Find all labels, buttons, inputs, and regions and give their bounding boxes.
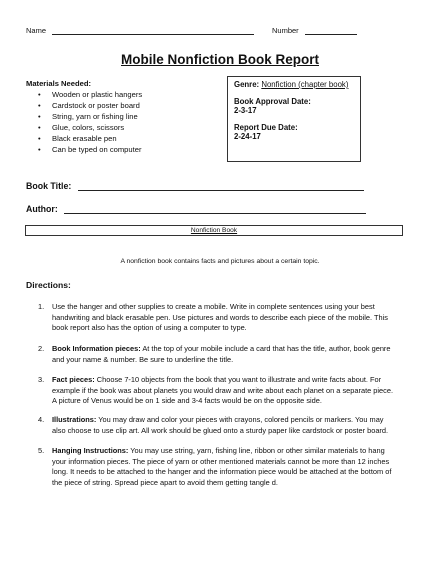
direction-text: You may use string, yarn, fishing line, ribbon or other similar materials to hang your information pieces. The piece of yarn or other mentioned materials cannot be more than 12 inches long. It needs to be attached to the hanger and the information piece would be attached at the bottom of the piece of string. Spread piece apart to avoid them getting tangle d. <box>52 446 392 487</box>
direction-text: You may draw and color your pieces with crayons, colored pencils or markers. You may also choose to use clip art. All work should be glued onto a sturdy paper like cardstock or poster board. <box>52 415 389 435</box>
direction-item <box>38 302 398 334</box>
author-blank[interactable] <box>64 213 366 214</box>
direction-number: 5. <box>38 446 45 455</box>
list-item: • String, yarn or fishing line <box>38 111 142 122</box>
direction-bold: Illustrations: <box>52 415 97 424</box>
name-label-row <box>26 26 254 35</box>
direction-bold: Hanging Instructions: <box>52 446 129 455</box>
name-blank[interactable] <box>52 34 254 35</box>
direction-number: 4. <box>38 415 45 424</box>
genre-info-box <box>227 76 361 162</box>
author-row <box>26 204 366 214</box>
direction-bold: Fact pieces: <box>52 375 95 384</box>
intro-text: A nonfiction book contains facts and pictures about a certain topic. <box>120 258 320 265</box>
book-title-row <box>26 181 364 191</box>
number-label: Number <box>272 26 299 35</box>
direction-item <box>38 415 398 436</box>
direction-item <box>38 344 398 365</box>
materials-heading: Materials Needed: <box>26 79 91 88</box>
direction-text: At the top of your mobile include a card that has the title, author, book genre and your name & number. Be sure to underline the title. <box>52 344 391 364</box>
direction-number: 3. <box>38 375 45 384</box>
list-item: • Wooden or plastic hangers <box>38 89 142 100</box>
materials-section <box>26 78 142 155</box>
direction-text: Choose 7-10 objects from the book that you want to illustrate and write facts about. For example if the book was about planets you would draw and write about each planet on a separate piece. A picture of Venus would be on 1 side and 3-4 facts would be on the opposite side. <box>52 375 394 405</box>
direction-text: Use the hanger and other supplies to create a mobile. Write in complete sentences using your best handwriting and black erasable pen. Use pictures and words to describe each piece of the mobile. This book report also has the option of using a computer to type. <box>52 302 388 332</box>
list-item: • Black erasable pen <box>38 133 142 144</box>
name-label: Name <box>26 26 47 35</box>
genre-value: Nonfiction (chapter book) <box>261 80 349 89</box>
direction-number: 2. <box>38 344 45 353</box>
direction-item <box>38 446 398 488</box>
list-item: • Cardstock or poster board <box>38 100 142 111</box>
materials-list <box>26 89 142 155</box>
list-item: • Can be typed on computer <box>38 144 142 155</box>
number-label-row <box>272 26 357 35</box>
direction-item <box>38 375 398 407</box>
direction-number: 1. <box>38 302 45 311</box>
nonfiction-book-box: Nonfiction Book <box>25 225 403 236</box>
book-title-blank[interactable] <box>78 190 364 191</box>
direction-bold: Book Information pieces: <box>52 344 141 353</box>
author-label: Author: <box>26 204 58 214</box>
genre-label: Genre: <box>234 80 260 89</box>
approval-value: 2-3-17 <box>234 106 257 115</box>
number-blank[interactable] <box>305 34 357 35</box>
due-value: 2-24-17 <box>234 132 261 141</box>
book-title-label: Book Title: <box>26 181 72 191</box>
directions-heading: Directions: <box>26 280 71 290</box>
approval-label: Book Approval Date: <box>234 96 311 106</box>
page-title: Mobile Nonfiction Book Report <box>121 52 319 67</box>
list-item: • Glue, colors, scissors <box>38 122 142 133</box>
genre-row <box>234 80 354 90</box>
due-label: Report Due Date: <box>234 122 298 132</box>
